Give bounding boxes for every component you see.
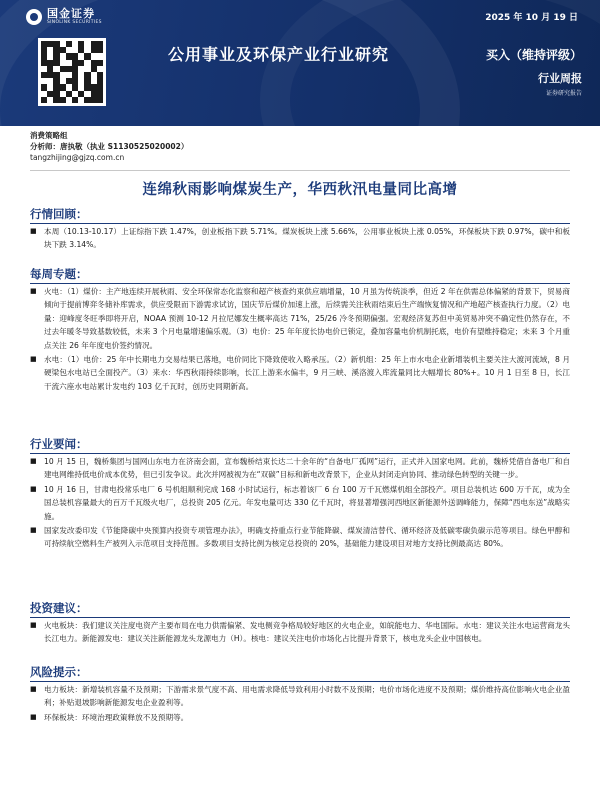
- analyst-name: 分析师：唐执敬（执业 S1130525020002）: [30, 142, 189, 151]
- section-heading: 行情回顾：: [30, 207, 88, 221]
- analyst-email: tangzhijing@gjzq.com.cn: [30, 153, 125, 162]
- report-date: 2025 年 10 月 19 日: [485, 13, 578, 23]
- section-heading: 投资建议：: [30, 601, 88, 615]
- bullet-text: 本周（10.13-10.17）上证综指下跌 1.47%，创业板指下跌 5.71%。煤炭板块上涨 5.66%，公用事业板块上涨 0.05%，环保板块下跌 0.97%，碳中和板块下跌 3.14%。: [44, 227, 570, 250]
- section-risk: [30, 664, 570, 724]
- analyst-info: [30, 130, 570, 163]
- bullet-item: [30, 353, 570, 393]
- bullet-item: [30, 683, 570, 710]
- bullet-text: 10 月 16 日，甘肃电投常乐电厂 6 号机组顺利完成 168 小时试运行，标志着该厂 6 台 100 万千瓦燃煤机组全部投产。项目总装机达 600 万千瓦，成为全国总装机容量最大的百万千瓦级火电厂，总投资 205 亿元。年发电量可达 330 亿千瓦时，将显著增强河西地区新能源外送调峰能力，保障“西电东送”战略实施。: [44, 484, 570, 521]
- team-name: 消费策略组: [30, 131, 68, 140]
- section-heading: 风险提示：: [30, 665, 88, 679]
- bullet-text: 国家发改委印发《节能降碳中央预算内投资专项管理办法》，明确支持重点行业节能降碳、煤炭清洁替代、循环经济及低碳零碳负碳示范等项目。绿色甲醇和可持续航空燃料生产被列入示范项目支持范围。多数项目支持比例为核定总投资的 20%，基础能力建设项目对地方支持比例最高达 80%。: [44, 526, 570, 549]
- logo-name: 国金证券: [47, 7, 95, 20]
- bullet-square-icon: ■: [30, 287, 37, 295]
- bullet-text: 电力板块：新增装机容量不及预期；下游需求景气度不高、用电需求降低导致利用小时数不及预期；电价市场化进度不及预期；煤价维持高位影响火电企业盈利；补贴退坡影响新能源发电企业盈利等。: [44, 685, 570, 708]
- section-review: [30, 206, 570, 252]
- section-rule: [30, 617, 570, 618]
- bullet-text: 火电板块：我们建议关注度电资产主要布局在电力供需偏紧、发电侧竞争格局较好地区的火电企业，如皖能电力、华电国际。水电：建议关注水电运营商龙头长江电力。新能源发电：建议关注新能源龙头龙源电力（H）。核电：建议关注电价市场化占比提升背景下，核电龙头企业中国核电。: [44, 621, 570, 644]
- bullet-square-icon: ■: [30, 621, 37, 629]
- bullet-text: 10 月 15 日，魏桥集团与国网山东电力在济南会面，宣布魏桥结束长达二十余年的“自备电厂孤网”运行，正式并入国家电网。此前，魏桥凭借自备电厂和自建电网维持低电价成本优势，但已引发争议。此次并网被视为在“双碳”目标和新电改背景下，企业从封闭走向协同、推动绿色转型的关键一步。: [44, 457, 570, 480]
- bullet-item: [30, 483, 570, 523]
- report-header: [0, 0, 600, 126]
- section-rule: [30, 453, 570, 454]
- bullet-square-icon: ■: [30, 526, 37, 535]
- bullet-item: [30, 711, 570, 724]
- section-heading: 行业要闻：: [30, 437, 88, 451]
- industry-title: 公用事业及环保产业行业研究: [168, 45, 390, 64]
- divider: [30, 170, 570, 171]
- logo-emblem-icon: [26, 9, 42, 25]
- report-type: 行业周报: [538, 72, 582, 85]
- section-rule: [30, 681, 570, 682]
- bullet-item: [30, 225, 570, 252]
- bullet-square-icon: ■: [30, 484, 37, 493]
- bullet-item: [30, 285, 570, 352]
- bullet-text: 环保板块：环境治理政策释放不及预期等。: [44, 712, 189, 722]
- bullet-square-icon: ■: [30, 712, 37, 721]
- bullet-square-icon: ■: [30, 355, 37, 364]
- section-rule: [30, 223, 570, 224]
- report-title: 连绵秋雨影响煤炭生产，华西秋汛电量同比高增: [142, 182, 458, 198]
- bullet-text: 火电：（1）煤价：主产地连续开展秋雨、安全环保常态化监察和超产核查约束供应端增量，10 月虽为传统淡季，但近 2 年在供需总体偏紧的背景下，贸易商倾向于提前博弈冬储补库需求，供应受限而下游需求试访，国庆节后煤价加速上涨，后续需关注秋雨结束后生产端恢复情况和产地超产核查执行力度。（2）电量：迎峰度冬旺季即将开启，NOAA 预测 10-12 月拉尼娜发生概率高达 71%，25/26 冷冬预期偏强。宏观经济复苏但中美贸易冲突不确定性仍然存在，不过去年暖冬导致基数较低，未来 3 个月电量增速偏乐观。（3）电价：25 年年度长协电价已锁定，叠加容量电价机制托底，电价有望维持稳定；未来 3 个月重点关注 26 年年度电价签约情况。: [44, 287, 571, 350]
- bullet-square-icon: ■: [30, 685, 37, 693]
- logo-name-en: SINOLINK SECURITIES: [47, 20, 102, 25]
- company-logo: [26, 8, 102, 26]
- qr-module: [97, 97, 103, 103]
- section-rule: [30, 283, 570, 284]
- section-advice: [30, 600, 570, 646]
- bullet-text: 水电：（1）电价：25 年中长期电力交易结果已落地，电价同比下降致使收入略承压。（2）新机组：25 年上市水电企业新增装机主要关注大渡河流域，8 月硬梁包水电站已全面投产。（3）来水：华西秋雨持续影响，长江上游来水偏丰，9 月三峡、溪洛渡入库流量同比大幅增长 80%+。10 月 1 日至 8 日，长江干流六座水电站累计发电约 103 亿千瓦时，创历史同期新高。: [44, 355, 570, 391]
- qr-code-icon: [38, 38, 106, 106]
- section-topics: [30, 266, 570, 393]
- bullet-item: [30, 524, 570, 551]
- section-heading: 每周专题：: [30, 267, 88, 281]
- bullet-item: [30, 455, 570, 482]
- rating-badge: 买入（维持评级）: [485, 48, 582, 62]
- section-news: [30, 436, 570, 551]
- bullet-item: [30, 619, 570, 646]
- report-subtitle: 证券研究报告: [545, 90, 582, 97]
- bullet-square-icon: ■: [30, 457, 37, 465]
- bullet-square-icon: ■: [30, 227, 37, 235]
